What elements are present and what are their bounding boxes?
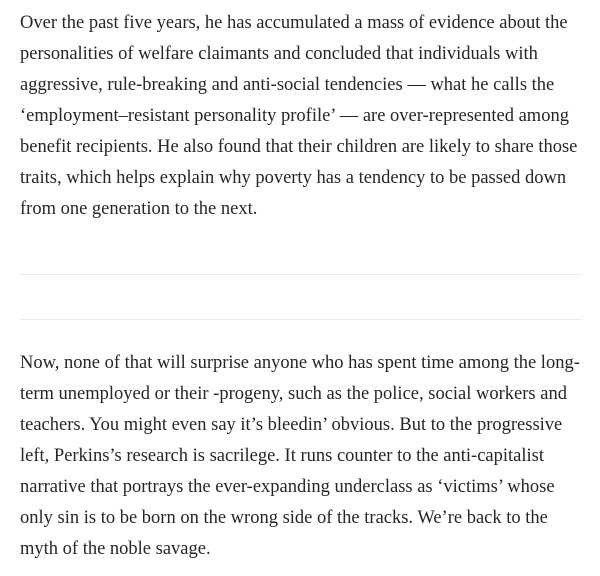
section-divider-bottom [20, 319, 582, 320]
article-paragraph: Over the past five years, he has accumulated a mass of evidence about the personalities of welfare claimants and concluded that individuals with aggressive, rule-breaking and anti-social tendencies — what he calls the ‘employment–resistant personality profile’ — are over-represented among benefit recipients. He also found that their children are likely to share those traits, which helps explain why poverty has a tendency to be passed down from one generation to the next. [20, 13, 578, 219]
article-paragraph: Now, none of that will surprise anyone who has spent time among the long-term unemployed or their -progeny, such as the police, social workers and teachers. You might even say it’s bleedin’ obvious. But to the progressive left, Perkins’s research is sacrilege. It runs counter to the anti-capitalist narrative that portrays the ever-expanding underclass as ‘victims’ whose only sin is to be born on the wrong side of the tracks. We’re back to the myth of the noble savage. [20, 353, 580, 559]
section-divider-top [20, 274, 582, 275]
